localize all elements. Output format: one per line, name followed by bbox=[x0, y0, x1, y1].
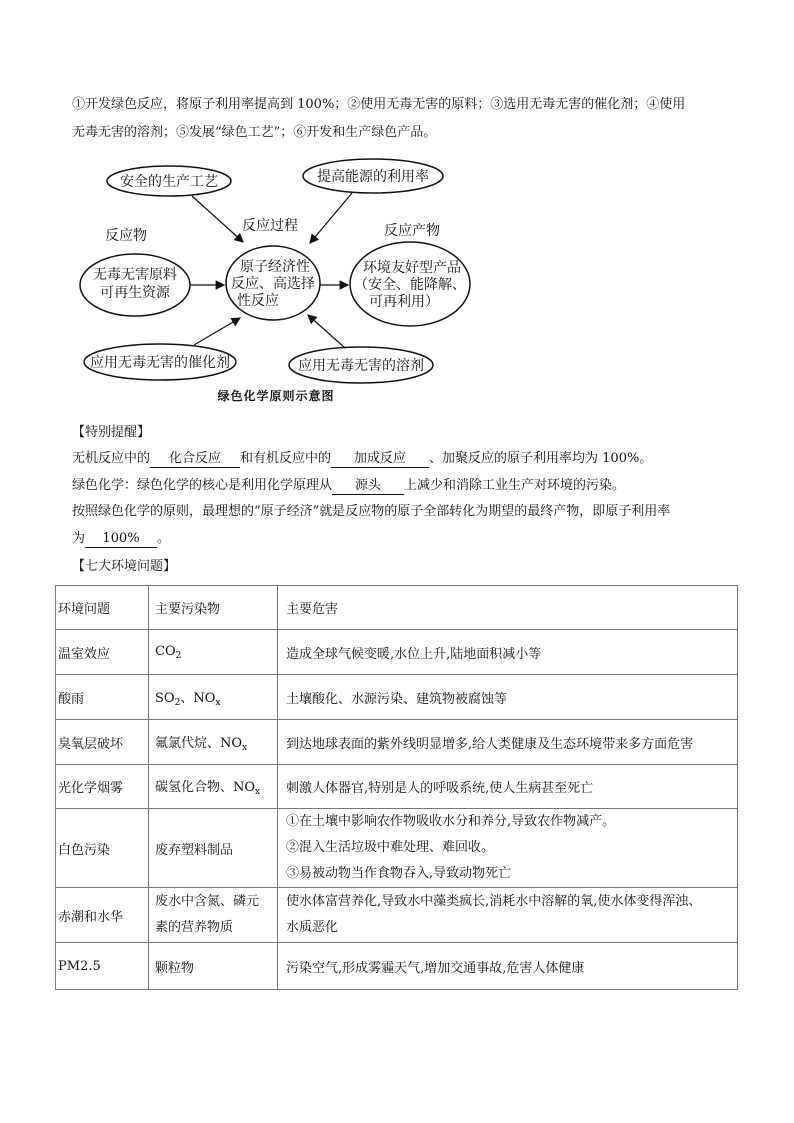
node-solvent-label: 应用无毒无害的溶剂 bbox=[298, 358, 424, 374]
header-issue: 环境问题 bbox=[56, 586, 149, 630]
intro-line-1: ①开发绿色反应，将原子利用率提高到 100%；②使用无毒无害的原料；③选用无毒无害的催化剂；④使用 bbox=[72, 97, 686, 112]
env-heading: 【七大环境问题】 bbox=[72, 559, 177, 574]
node-eco-product-line2: （安全、能降解、 bbox=[354, 277, 466, 293]
blank-source: 源头 bbox=[332, 478, 404, 495]
arrow-energy-to-center bbox=[310, 193, 352, 243]
environment-table bbox=[55, 585, 738, 990]
node-eco-product-line3: 可再利用） bbox=[369, 294, 439, 310]
node-safe-process-label: 安全的生产工艺 bbox=[120, 174, 218, 190]
node-raw-materials-line2: 可再生资源 bbox=[100, 285, 170, 301]
table-row: 光化学烟雾 碳氢化合物、$NO_x$ 刺激人体器官,特别是人的呼吸系统,使人生病甚至死亡 bbox=[56, 765, 738, 809]
node-eco-product-line1: 环境友好型产品 bbox=[363, 260, 461, 276]
label-product: 反应产物 bbox=[384, 223, 440, 239]
table-row: 酸雨 $SO_2$、$NO_x$ 土壤酸化、水源污染、建筑物被腐蚀等 bbox=[56, 675, 738, 720]
header-pollutant: 主要污染物 bbox=[149, 586, 278, 630]
table-row: 赤潮和水华 废水中含氮、磷元 素的营养物质 使水体富营养化,导致水中藻类疯长,消耗水中溶解的氧,使水体变得浑浊、 水质恶化 bbox=[56, 888, 738, 943]
blank-100-percent: 100% bbox=[85, 531, 157, 548]
intro-line-2: 无毒无害的溶剂；⑤发展“绿色工艺”；⑥开发和生产绿色产品。 bbox=[72, 125, 437, 140]
reminder-line-3: 按照绿色化学的原则，最理想的“原子经济”就是反应物的原子全部转化为期望的最终产物，即原子利用率 bbox=[72, 504, 671, 519]
reminder-line-4: 为 100% 。 bbox=[72, 531, 171, 546]
node-energy-efficiency-label: 提高能源的利用率 bbox=[317, 169, 429, 185]
arrow-safe-to-center bbox=[192, 196, 243, 242]
node-raw-materials-line1: 无毒无害原料 bbox=[93, 267, 177, 283]
table-row: 臭氧层破坏 氟氯代烷、$NO_x$ 到达地球表面的紫外线明显增多,给人类健康及生态环境带来多方面危害 bbox=[56, 720, 738, 765]
arrow-catalyst-to-center bbox=[194, 318, 240, 345]
node-atom-economy-line3: 性反应 bbox=[237, 293, 279, 309]
header-harm: 主要危害 bbox=[278, 586, 738, 630]
green-chemistry-diagram bbox=[0, 0, 794, 420]
table-row: 白色污染 废弃塑料制品 ①在土壤中影响农作物吸收水分和养分,导致农作物减产。 ②混入生活垃圾中难处理、难回收。 ③易被动物当作食物吞入,导致动物死亡 bbox=[56, 809, 738, 888]
node-atom-economy-line2: 反应、高选择 bbox=[231, 276, 315, 292]
reminder-line-2: 绿色化学：绿色化学的核心是利用化学原理从 源头 上减少和消除工业生产对环境的污染。 bbox=[72, 478, 626, 493]
node-atom-economy-line1: 原子经济性 bbox=[240, 259, 310, 275]
label-reactant: 反应物 bbox=[105, 228, 147, 244]
label-process: 反应过程 bbox=[242, 218, 298, 234]
table-row: PM2.5 颗粒物 污染空气,形成雾霾天气,增加交通事故,危害人体健康 bbox=[56, 943, 738, 990]
node-catalyst-label: 应用无毒无害的催化剂 bbox=[90, 355, 230, 371]
arrow-solvent-to-center bbox=[308, 315, 345, 348]
reminder-heading: 【特别提醒】 bbox=[72, 425, 151, 440]
diagram-caption: 绿色化学原则示意图 bbox=[217, 389, 335, 403]
table-header-row bbox=[56, 586, 738, 630]
blank-combination-reaction: 化合反应 bbox=[150, 451, 240, 468]
blank-addition-reaction: 加成反应 bbox=[331, 451, 429, 468]
table-row: 温室效应 $CO_2$ 造成全球气候变暖,水位上升,陆地面积减小等 bbox=[56, 630, 738, 675]
reminder-line-1: 无机反应中的 化合反应 和有机反应中的 加成反应 、加聚反应的原子利用率均为 100%。 bbox=[72, 451, 653, 466]
